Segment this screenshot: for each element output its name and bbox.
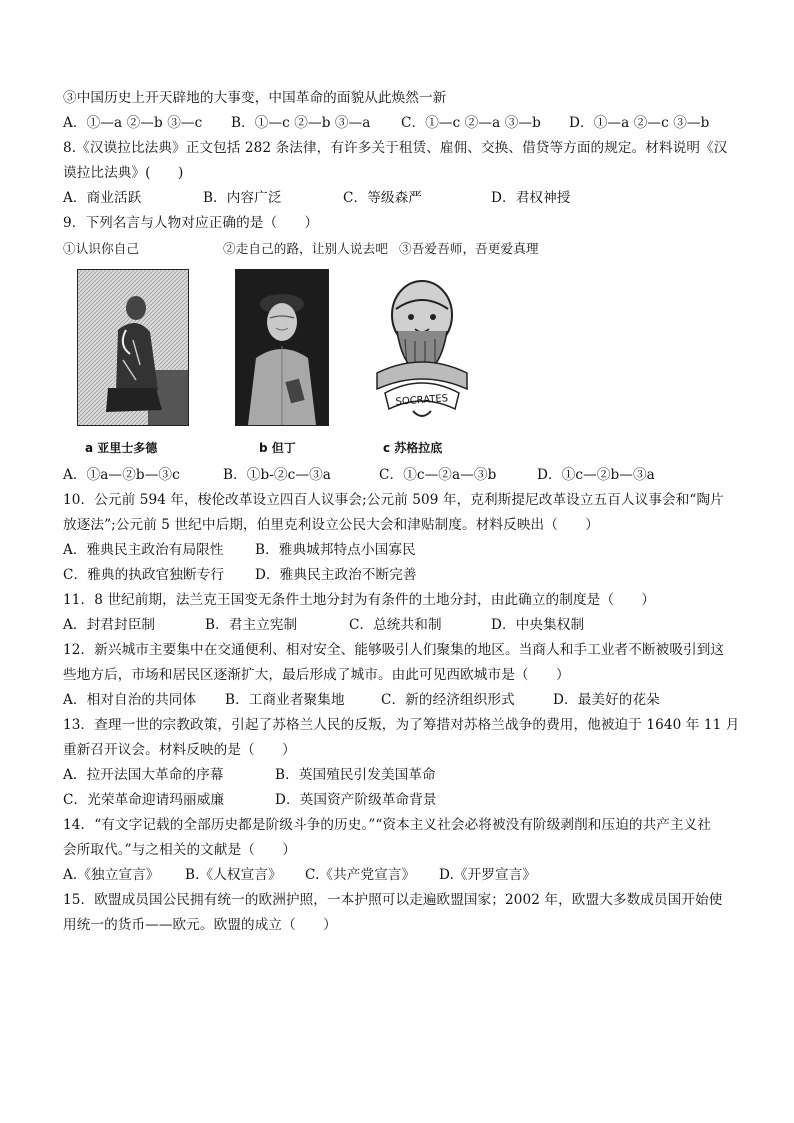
q10-option-d[interactable]: D．雅典民主政治不断完善	[255, 567, 417, 583]
q14-option-a[interactable]: A.《独立宣言》	[63, 867, 160, 883]
q11-stem: 11．8 世纪前期，法兰克王国变无条件土地分封为有条件的土地分封，由此确立的制度是（ ）	[63, 592, 656, 608]
q8-stem-line-1: 8.《汉谟拉比法典》正文包括 282 条法律，有许多关于租赁、雇佣、交换、借贷等方面的规定。材料说明《汉	[63, 140, 728, 156]
caption-b: b 但丁	[259, 441, 296, 455]
q11-options	[63, 613, 743, 638]
q12-options	[63, 688, 743, 713]
q7-option-a[interactable]: A．①—a ②—b ③—c	[63, 115, 203, 131]
q8-option-d[interactable]: D．君权神授	[491, 190, 571, 206]
q8-option-c[interactable]: C．等级森严	[343, 190, 422, 206]
q7-option-d[interactable]: D．①—a ②—c ③—b	[569, 115, 710, 131]
q15-stem-line-1: 15．欧盟成员国公民拥有统一的欧洲护照，一本护照可以走遍欧盟国家；2002 年，欧盟大多数成员国开始使	[63, 892, 723, 908]
bust-inscription: SOCRATES	[395, 393, 449, 408]
q10-stem-line-1: 10．公元前 594 年，梭伦改革设立四百人议事会;公元前 509 年，克利斯提尼改革设立五百人议事会和“陶片	[63, 492, 724, 508]
q15-stem-line-2: 用统一的货币——欧元。欧盟的成立（ ）	[63, 917, 337, 933]
q9-quote-3: ③吾爱吾师，吾更爱真理	[399, 241, 539, 256]
q9-option-d[interactable]: D．①c—②b—③a	[537, 467, 655, 483]
q8-options	[63, 186, 743, 211]
caption-c: c 苏格拉底	[383, 441, 443, 455]
q9-quote-1: ①认识你自己	[63, 241, 140, 256]
q13-options-row-2	[63, 788, 743, 813]
q7-option-b[interactable]: B．①—c ②—b ③—a	[231, 115, 371, 131]
q9-quotes	[63, 236, 743, 261]
q7-options	[63, 111, 743, 136]
q14-stem-line-2: 会所取代。”与之相关的文献是（ ）	[63, 842, 297, 858]
q13-option-a[interactable]: A．拉开法国大革命的序幕	[63, 767, 224, 783]
q13-options-row-1	[63, 763, 743, 788]
q14-option-b[interactable]: B.《人权宣言》	[185, 867, 282, 883]
q13-option-d[interactable]: D．英国资产阶级革命背景	[275, 792, 437, 808]
q13-option-c[interactable]: C．光荣革命迎请玛丽威廉	[63, 792, 225, 808]
q10-option-b[interactable]: B．雅典城邦特点小国寡民	[255, 542, 416, 558]
q9-option-a[interactable]: A．①a—②b—③c	[63, 467, 180, 483]
q7-item-3: ③中国历史上开天辟地的大事变，中国革命的面貌从此焕然一新	[63, 90, 447, 106]
q13-stem-line-1: 13．查理一世的宗教政策，引起了苏格兰人民的反叛，为了筹措对苏格兰战争的费用，他被迫于 1640 年 11 月	[63, 717, 740, 733]
q9-options	[63, 463, 743, 488]
q10-option-c[interactable]: C．雅典的执政官独断专行	[63, 567, 225, 583]
q8-option-a[interactable]: A．商业活跃	[63, 190, 142, 206]
q7-option-c[interactable]: C．①—c ②—a ③—b	[401, 115, 541, 131]
q11-option-b[interactable]: B．君主立宪制	[205, 617, 298, 633]
bust-socrates	[363, 269, 481, 424]
q9-stem: 9．下列名言与人物对应正确的是（ ）	[63, 215, 319, 231]
q11-option-c[interactable]: C．总统共和制	[349, 617, 442, 633]
q11-option-d[interactable]: D．中央集权制	[491, 617, 585, 633]
portrait-dante	[235, 269, 329, 426]
q9-option-b[interactable]: B．①b-②c—③a	[223, 467, 331, 483]
q12-option-b[interactable]: B．工商业者聚集地	[225, 692, 345, 708]
q10-stem-line-2: 放逐法”;公元前 5 世纪中后期，伯里克利设立公民大会和津贴制度。材料反映出（ ）	[63, 517, 599, 533]
q13-option-b[interactable]: B．英国殖民引发美国革命	[275, 767, 436, 783]
q14-stem-line-1: 14．“有文字记载的全部历史都是阶级斗争的历史。”“资本主义社会必将被没有阶级剥削和压迫的共产主义社	[63, 817, 712, 833]
q12-option-a[interactable]: A．相对自治的共同体	[63, 692, 197, 708]
exam-page	[63, 86, 743, 938]
portrait-aristotle	[77, 269, 189, 426]
q12-option-d[interactable]: D．最美好的花朵	[553, 692, 660, 708]
caption-a: a 亚里士多德	[85, 441, 158, 455]
q14-option-c[interactable]: C.《共产党宣言》	[305, 867, 416, 883]
q10-option-a[interactable]: A．雅典民主政治有局限性	[63, 542, 224, 558]
q8-option-b[interactable]: B．内容广泛	[203, 190, 282, 206]
q12-stem-line-2: 些地方后，市场和居民区逐渐扩大，最后形成了城市。由此可见西欧城市是（ ）	[63, 667, 570, 683]
q14-options	[63, 863, 743, 888]
q12-option-c[interactable]: C．新的经济组织形式	[381, 692, 515, 708]
q12-stem-line-1: 12．新兴城市主要集中在交通便利、相对安全、能够吸引人们聚集的地区。当商人和手工业者不断被吸引到这	[63, 642, 725, 658]
q9-option-c[interactable]: C．①c—②a—③b	[379, 467, 497, 483]
q10-options-row-1	[63, 538, 743, 563]
q14-option-d[interactable]: D.《开罗宣言》	[439, 867, 537, 883]
q10-options-row-2	[63, 563, 743, 588]
q9-quote-2: ②走自己的路，让别人说去吧	[223, 241, 389, 256]
q8-stem-line-2: 谟拉比法典》( )	[63, 165, 184, 181]
q9-portraits	[63, 263, 743, 463]
q13-stem-line-2: 重新召开议会。材料反映的是（ ）	[63, 742, 296, 758]
q11-option-a[interactable]: A．封君封臣制	[63, 617, 156, 633]
